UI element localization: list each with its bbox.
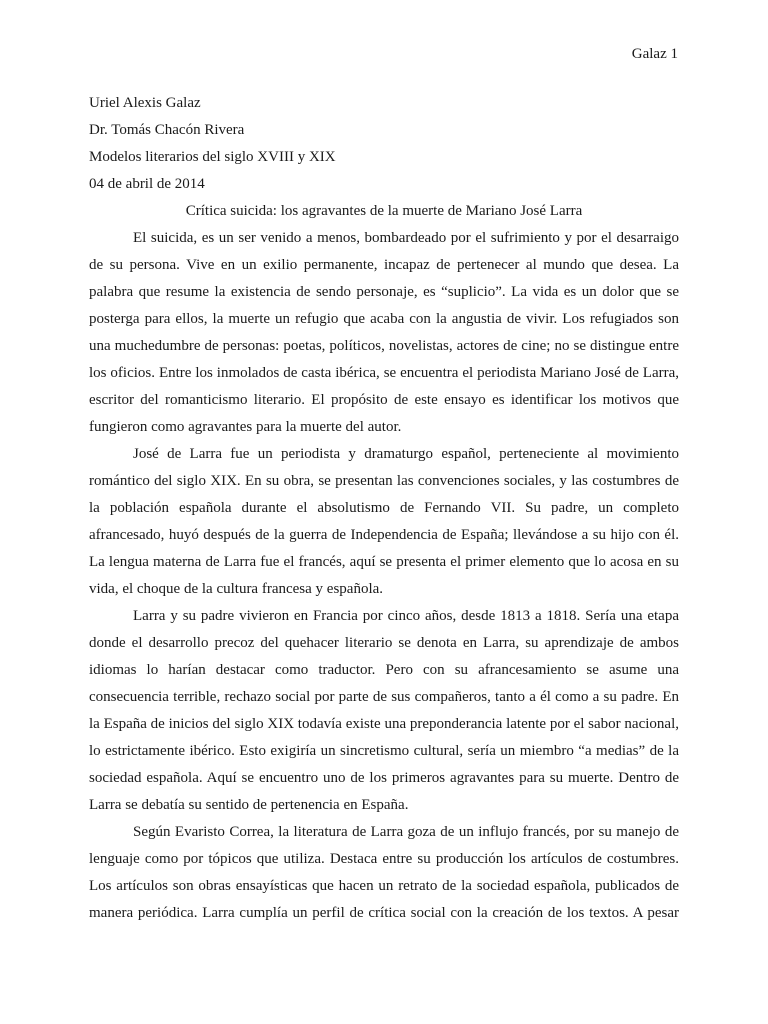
paragraph-1: El suicida, es un ser venido a menos, bombardeado por el sufrimiento y por el desarraigo de su persona. Vive en un exilio permanente, incapaz de pertenecer al mundo que desea. La palabra que resume la existencia de sendo personaje, es “suplicio”. La vida es un dolor que se posterga para ellos, la muerte un refugio que acaba con la angustia de vivir. Los refugiados son una muchedumbre de personas: poetas, políticos, novelistas, actores de cine; no se distingue entre los oficios. Entre los inmolados de casta ibérica, se encuentra el periodista Mariano José de Larra, escritor del romanticismo literario. El propósito de este ensayo es identificar los motivos que fungieron como agravantes para la muerte del autor. — [89, 230, 679, 435]
essay-title: Crítica suicida: los agravantes de la muerte de Mariano José Larra — [185, 203, 583, 219]
paragraph-2: José de Larra fue un periodista y dramaturgo español, perteneciente al movimiento romántico del siglo XIX. En su obra, se presentan las convenciones sociales, y las costumbres de la población española durante el absolutismo de Fernando VII. Su padre, un completo afrancesado, huyó después de la guerra de Independencia de España; llevándose a su hijo con él. La lengua materna de Larra fue el francés, aquí se presenta el primer elemento que lo acosa en su vida, el choque de la cultura francesa y española. — [89, 446, 679, 597]
paragraph-3: Larra y su padre vivieron en Francia por cinco años, desde 1813 a 1818. Sería una etapa donde el desarrollo precoz del quehacer literario se denota en Larra, su aprendizaje de ambos idiomas lo harían destacar como traductor. Pero con su afrancesamiento se asume una consecuencia terrible, rechazo social por parte de sus compañeros, tanto a él como a su padre. En la España de inicios del siglo XIX todavía existe una preponderancia latente por el sabor nacional, lo estrictamente ibérico. Esto exigiría un sincretismo cultural, sería un miembro “a medias” de la sociedad española. Aquí se encuentro uno de los primeros agravantes para su muerte. Dentro de Larra se debatía su sentido de pertenencia en España. — [89, 608, 679, 813]
running-head: Galaz 1 — [631, 46, 678, 62]
essay-date: 04 de abril de 2014 — [89, 176, 205, 192]
course-name: Modelos literarios del siglo XVIII y XIX — [89, 149, 336, 165]
professor-name: Dr. Tomás Chacón Rivera — [89, 122, 245, 138]
essay-body — [89, 90, 679, 927]
student-name: Uriel Alexis Galaz — [89, 95, 201, 111]
paragraph-4: Según Evaristo Correa, la literatura de Larra goza de un influjo francés, por su manejo de lenguaje como por tópicos que utiliza. Destaca entre su producción los artículos de costumbres. Los artículos son obras ensayísticas que hacen un retrato de la sociedad española, publicados de manera periódica. Larra cumplía un perfil de crítica social con la creación de los textos. A pesar — [89, 824, 679, 921]
